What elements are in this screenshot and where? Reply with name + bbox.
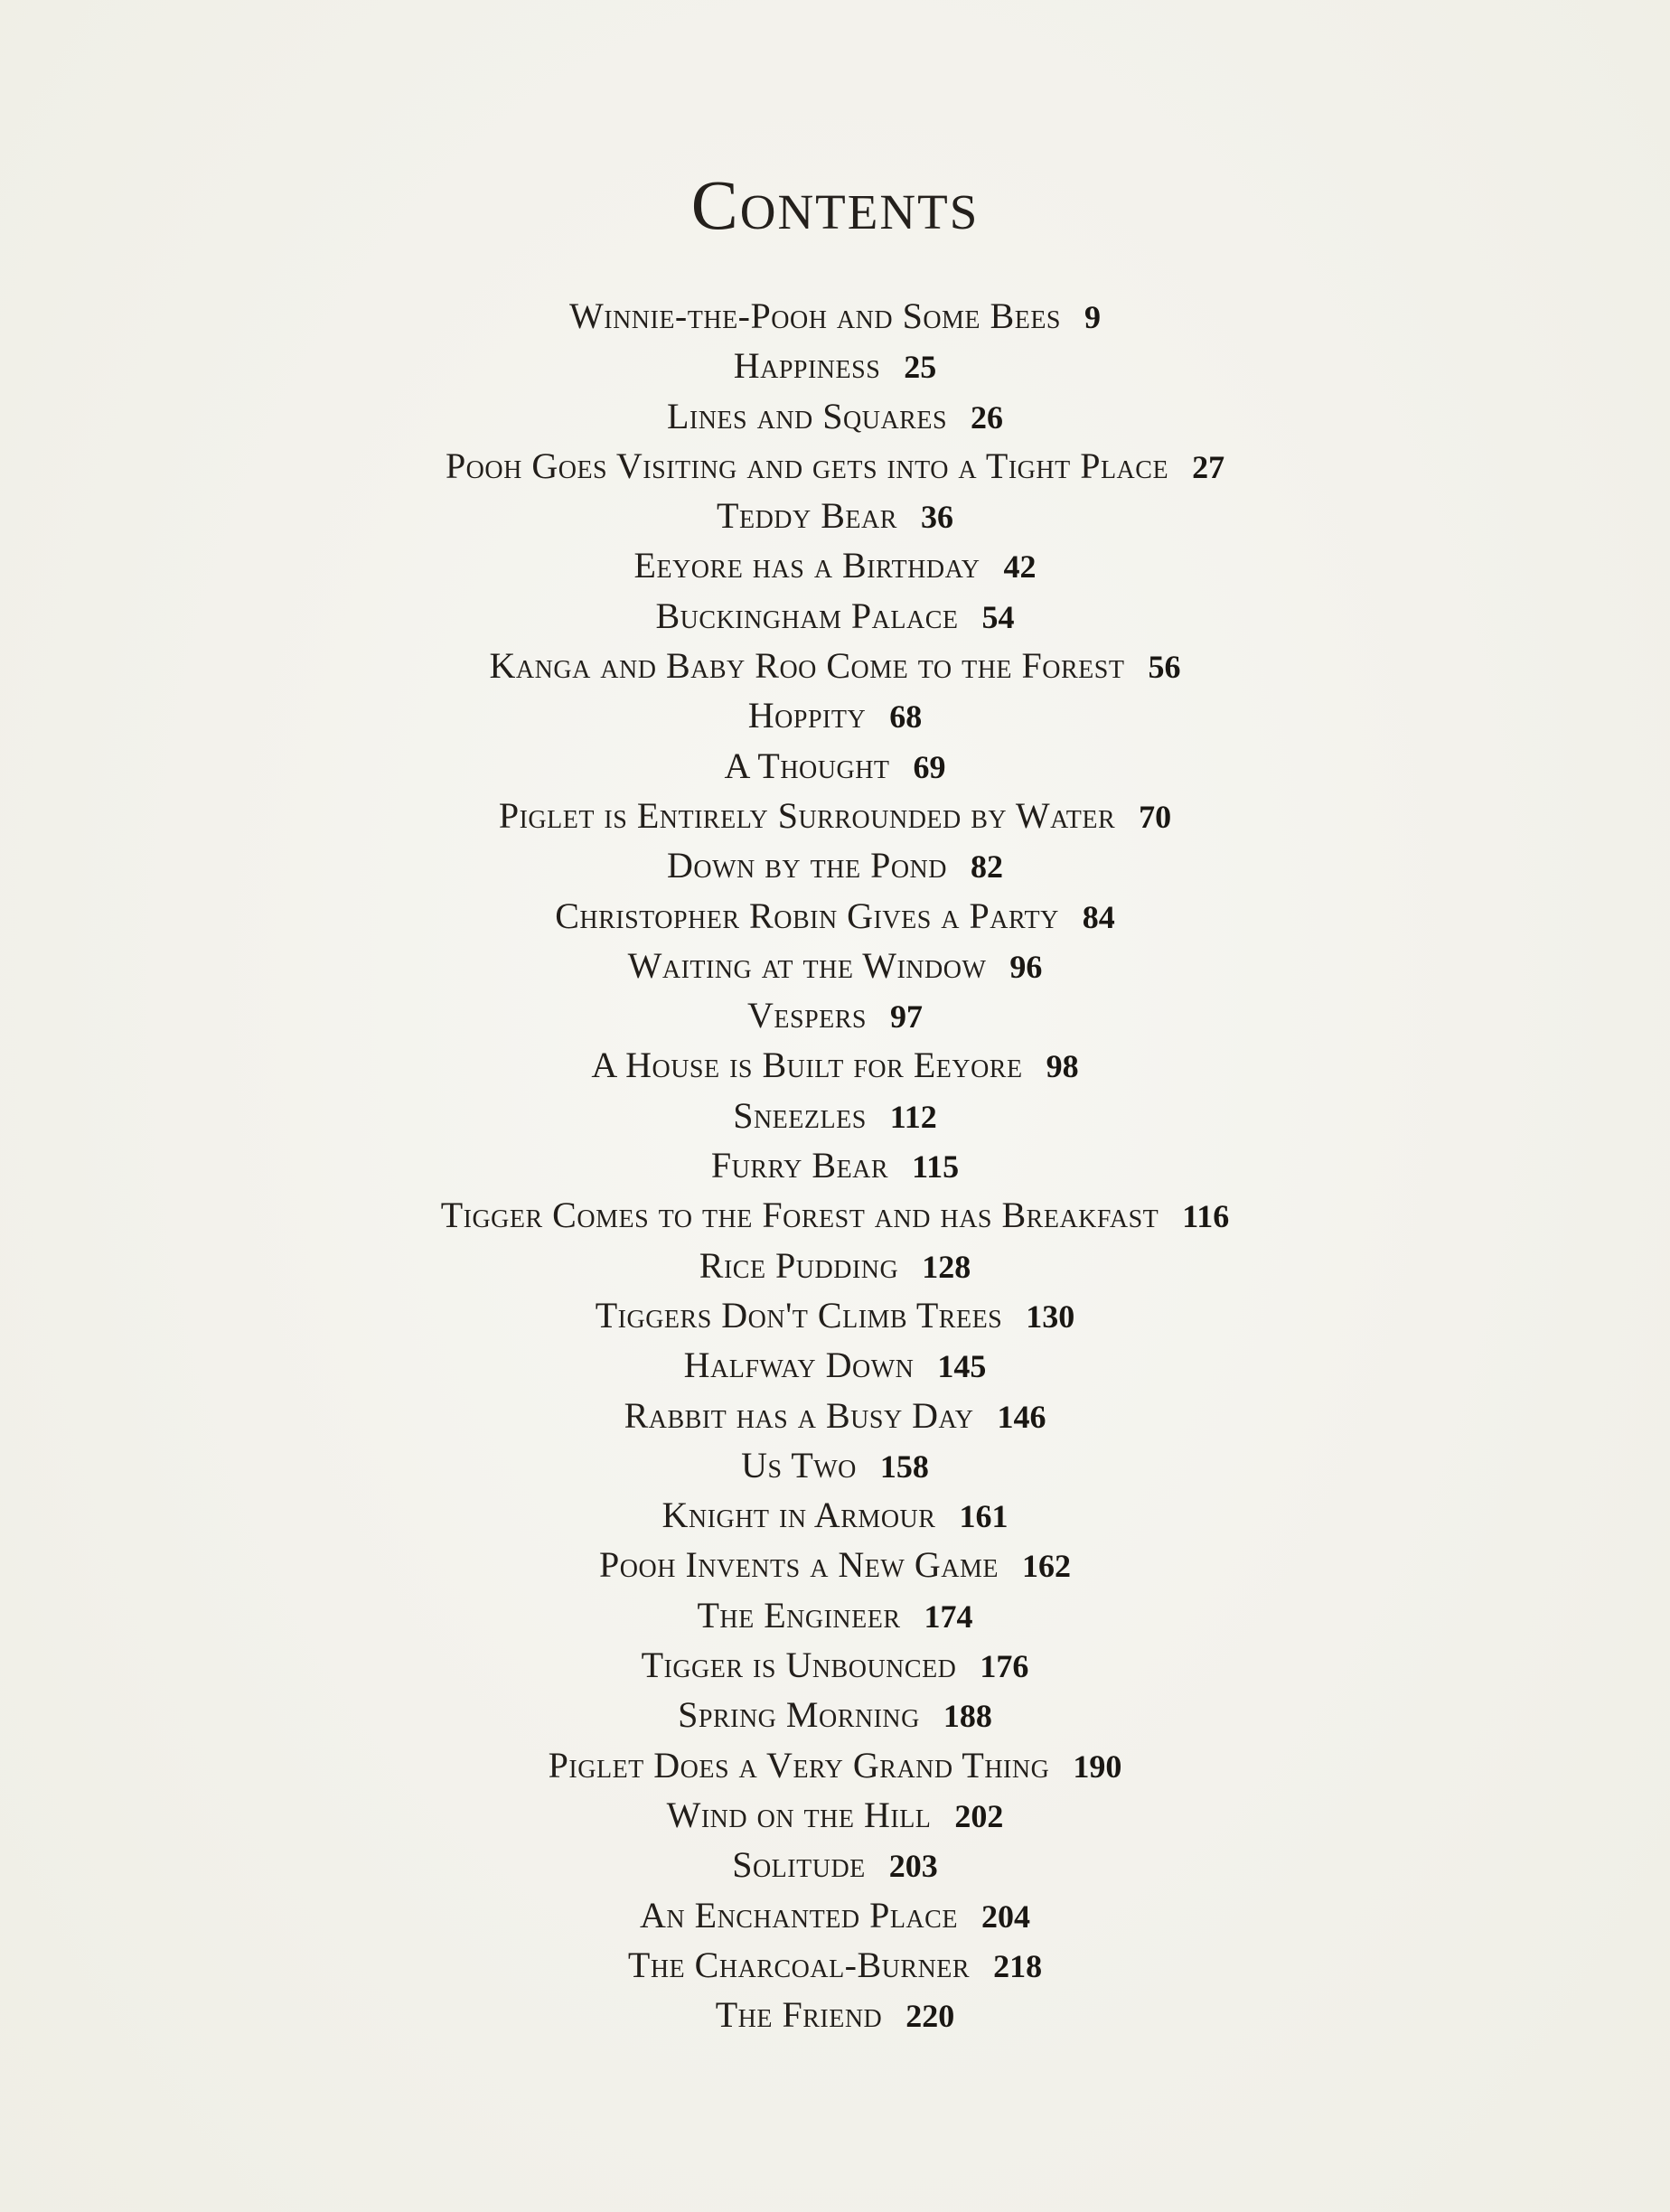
toc-entry <box>0 1590 1670 1640</box>
toc-entry <box>0 1290 1670 1340</box>
toc-entry-page-number: 54 <box>981 598 1015 635</box>
toc-entry-page-number: 162 <box>1021 1548 1071 1585</box>
toc-entry <box>0 291 1670 341</box>
toc-entry-title: Lines and Squares <box>666 395 948 436</box>
toc-entry-title: Knight in Armour <box>661 1495 936 1536</box>
toc-entry-title: Tigger Comes to the Forest and has Breakfast <box>440 1195 1159 1236</box>
toc-entry-page-number: 70 <box>1139 798 1172 835</box>
toc-entry <box>0 1890 1670 1940</box>
toc-entry-title: Pooh Goes Visiting and gets into a Tight Place <box>445 445 1169 486</box>
toc-entry-title: Tigger is Unbounced <box>641 1645 957 1686</box>
toc-entry-title: Eeyore has a Birthday <box>633 545 980 586</box>
toc-entry-page-number: 25 <box>904 349 937 386</box>
toc-entry <box>0 1490 1670 1540</box>
toc-entry-title: The Charcoal-Burner <box>627 1944 971 1985</box>
toc-entry-page-number: 218 <box>993 1947 1043 1984</box>
toc-entry-title: Pooh Invents a New Game <box>599 1544 999 1586</box>
toc-entry-title: Happiness <box>733 345 881 387</box>
toc-entry-page-number: 96 <box>1009 948 1043 985</box>
toc-entry <box>0 1940 1670 1990</box>
toc-entry <box>0 441 1670 491</box>
toc-entry-title: Vespers <box>747 995 867 1036</box>
toc-entry-title: Teddy Bear <box>717 495 897 537</box>
toc-entry-page-number: 36 <box>920 499 953 536</box>
toc-entry <box>0 941 1670 990</box>
toc-entry <box>0 1091 1670 1140</box>
toc-entry-page-number: 146 <box>997 1398 1046 1435</box>
toc-entry <box>0 641 1670 690</box>
page-title: Contents <box>690 165 980 244</box>
toc-entry-title: An Enchanted Place <box>640 1894 958 1936</box>
toc-entry <box>0 1340 1670 1390</box>
toc-entry <box>0 591 1670 641</box>
toc-entry <box>0 1140 1670 1190</box>
toc-entry <box>0 840 1670 890</box>
toc-entry-page-number: 84 <box>1082 898 1115 935</box>
toc-entry-page-number: 26 <box>971 398 1004 436</box>
toc-entry-title: A House is Built for Eeyore <box>591 1045 1023 1086</box>
toc-entry-page-number: 115 <box>912 1148 960 1186</box>
toc-entry <box>0 1040 1670 1090</box>
toc-entry <box>0 990 1670 1040</box>
toc-entry-page-number: 188 <box>943 1698 992 1735</box>
toc-entry-title: The Engineer <box>697 1594 901 1636</box>
toc-entry <box>0 540 1670 590</box>
toc-entry <box>0 1241 1670 1290</box>
toc-entry-page-number: 203 <box>888 1848 938 1885</box>
toc-entry <box>0 1540 1670 1589</box>
toc-entry-page-number: 69 <box>913 748 946 785</box>
toc-entry-title: Rice Pudding <box>699 1244 899 1286</box>
toc-entry <box>0 1990 1670 2039</box>
toc-entry-title: Us Two <box>741 1444 857 1486</box>
toc-entry-title: Halfway Down <box>683 1345 915 1386</box>
toc-entry-title: Solitude <box>732 1844 866 1886</box>
table-of-contents <box>0 291 1670 2039</box>
toc-entry-page-number: 161 <box>959 1498 1009 1535</box>
toc-entry-title: The Friend <box>715 1994 883 2036</box>
toc-entry-page-number: 128 <box>922 1248 971 1285</box>
toc-entry-page-number: 220 <box>905 1998 955 2035</box>
toc-entry-page-number: 82 <box>971 848 1003 886</box>
toc-entry <box>0 1391 1670 1440</box>
toc-entry-title: Winnie-the-Pooh and Some Bees <box>568 295 1061 336</box>
toc-entry-title: Wind on the Hill <box>666 1794 932 1835</box>
toc-entry-page-number: 204 <box>980 1898 1030 1935</box>
toc-entry <box>0 1640 1670 1690</box>
toc-entry <box>0 741 1670 791</box>
toc-entry <box>0 891 1670 941</box>
toc-entry-page-number: 174 <box>924 1598 973 1635</box>
toc-entry <box>0 491 1670 540</box>
toc-entry-title: Sneezles <box>733 1094 867 1136</box>
toc-entry-page-number: 112 <box>889 1098 937 1135</box>
toc-entry-title: Buckingham Palace <box>655 595 959 636</box>
toc-entry-title: Spring Morning <box>678 1694 920 1736</box>
toc-entry-title: A Thought <box>724 745 890 786</box>
toc-entry <box>0 1790 1670 1840</box>
toc-entry <box>0 1740 1670 1790</box>
toc-entry-page-number: 56 <box>1148 649 1181 686</box>
toc-entry <box>0 1190 1670 1240</box>
toc-entry-title: Hoppity <box>747 695 867 736</box>
toc-entry-page-number: 145 <box>937 1348 987 1385</box>
toc-entry-title: Piglet is Entirely Surrounded by Water <box>498 794 1116 836</box>
toc-entry-page-number: 158 <box>879 1448 929 1485</box>
toc-entry-page-number: 176 <box>980 1648 1029 1685</box>
toc-entry <box>0 1690 1670 1739</box>
toc-entry-page-number: 116 <box>1182 1198 1230 1235</box>
toc-entry <box>0 690 1670 740</box>
toc-entry <box>0 391 1670 441</box>
toc-entry <box>0 341 1670 390</box>
toc-entry-title: Piglet Does a Very Grand Thing <box>548 1744 1050 1786</box>
toc-entry-title: Kanga and Baby Roo Come to the Forest <box>489 645 1125 687</box>
toc-entry-page-number: 202 <box>954 1797 1004 1834</box>
toc-entry-title: Christopher Robin Gives a Party <box>555 895 1059 936</box>
toc-entry-page-number: 130 <box>1026 1298 1075 1335</box>
toc-entry-title: Rabbit has a Busy Day <box>624 1394 974 1436</box>
toc-entry-title: Tiggers Don't Climb Trees <box>595 1294 1003 1336</box>
toc-entry-page-number: 9 <box>1084 299 1101 335</box>
toc-entry-page-number: 42 <box>1003 548 1037 586</box>
toc-entry <box>0 791 1670 840</box>
toc-entry-page-number: 27 <box>1192 448 1225 485</box>
toc-entry-page-number: 190 <box>1073 1748 1122 1785</box>
toc-entry-page-number: 98 <box>1046 1048 1079 1085</box>
toc-entry-page-number: 68 <box>889 698 923 736</box>
toc-entry-page-number: 97 <box>890 998 923 1036</box>
toc-entry-title: Down by the Pond <box>667 845 947 886</box>
toc-entry-title: Furry Bear <box>710 1145 889 1186</box>
toc-entry-title: Waiting at the Window <box>627 944 987 986</box>
toc-entry <box>0 1840 1670 1889</box>
toc-entry <box>0 1440 1670 1490</box>
